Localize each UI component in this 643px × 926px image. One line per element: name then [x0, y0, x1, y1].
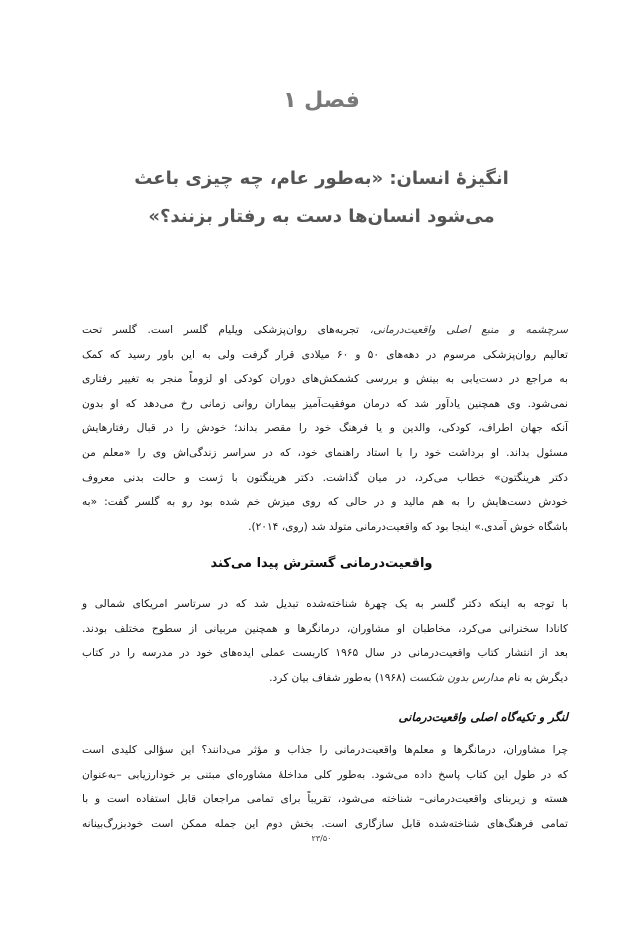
paragraph-line: بعد از انتشار کتاب واقعیت‌درمانی در سال ۱۹۶۵ کاربست عملی ایده‌های خود در مدرسه را در کتاب: [82, 647, 568, 660]
paragraph-line: تعالیم روان‌پزشکی مرسوم در دهه‌های ۵۰ و ۶۰ میلادی قرار گرفت ولی به این باور رسید که کمک: [82, 348, 568, 361]
paragraph-line: آنکه جهان اطراف، کودکی، والدین و یا فرهنگ خود را مقصر بداند؛ خودش را در قبال رفتارهایش: [82, 422, 568, 435]
lead-emphasis: سرچشمه و منبع اصلی واقعیت‌درمانی،: [369, 324, 568, 336]
chapter-title: [90, 160, 553, 236]
paragraph-line: دکتر هرینگتون» خطاب می‌کرد، در میان گذاشت. دکتر هرینگتون با ژست و حالت بدنی معروف: [82, 471, 568, 484]
paragraph-line: چرا مشاوران، درمانگرها و معلم‌ها واقعیت‌درمانی را جذاب و مؤثر می‌دانند؟ این سؤالی کلیدی است: [82, 744, 568, 756]
chapter-label: فصل ۱: [283, 88, 360, 113]
paragraph-line: کانادا سخنرانی می‌کرد، مخاطبان او مشاوران، درمانگرها و همچنین مربیانی از سطوح مختلف بودند.: [82, 622, 568, 635]
paragraph-line: دیگرش به نام مدارس بدون شکست (۱۹۶۸) به‌طور شفاف بیان کرد.: [269, 671, 568, 684]
intro-paragraph: [82, 318, 568, 539]
paragraph-line: خودش دست‌هایش را به هم مالید و در حالی که روی میزش خم شده بود رو به گلسر گفت: «به: [82, 496, 568, 509]
section-heading: واقعیت‌درمانی گسترش پیدا می‌کند: [210, 556, 433, 571]
chapter-title-line-2: می‌شود انسان‌ها دست به رفتار بزنند؟»: [148, 206, 495, 227]
chapter-title-line-1: انگیزۀ انسان: «به‌طور عام، چه چیزی باعث: [134, 168, 509, 189]
paragraph-line: مسئول بداند. او برداشت خود را با استاد راهنمای خود، که در سراسر زندگی‌اش وی را «معلم من: [82, 446, 568, 459]
page-number: ۲۳/۵۰: [311, 834, 332, 843]
subsection-heading: لنگر و تکیه‌گاه اصلی واقعیت‌درمانی: [398, 710, 568, 724]
paragraph-line: نمی‌شود. وی همچنین یادآور شد که درمان موفقیت‌آمیز بیماران روانی زمانی رخ می‌دهد که او بدون: [82, 397, 568, 410]
paragraph-line: تمامی فرهنگ‌های شناخته‌شده قابل سازگاری است. بخش دوم این جمله ممکن است خودبزرگ‌بینانه: [82, 817, 568, 830]
paragraph-line: باشگاه خوش آمدی.» اینجا بود که واقعیت‌درمانی متولد شد (روی، ۲۰۱۴).: [248, 520, 568, 533]
book-title-emphasis: مدارس بدون شکست: [409, 671, 505, 684]
paragraph-line: هسته و زیربنای واقعیت‌درمانی– شناخته می‌شود، تقریباً برای تمامی مراجعان قابل استفاده است و با: [82, 793, 568, 806]
paragraph-line: به مراجع در دست‌یابی به بینش و بررسی کشمکش‌های دوران کودکی او لزوماً منجر به تغییر رفتاری: [82, 373, 568, 386]
paragraph-line: که در طول این کتاب پاسخ داده می‌شود. به‌طور کلی مداخلۀ مشاوره‌ای مبتنی بر خودارزیابی –به‌عنوان: [82, 768, 568, 781]
section-paragraph: [82, 592, 568, 690]
paragraph-line: با توجه به اینکه دکتر گلسر به یک چهرۀ شناخته‌شده تبدیل شد که در سرتاسر امریکای شمالی و: [82, 598, 568, 610]
paragraph-line: سرچشمه و منبع اصلی واقعیت‌درمانی، تجربه‌های روان‌پزشکی ویلیام گلسر است. گلسر تحت: [82, 324, 568, 336]
subsection-paragraph: [82, 738, 568, 836]
